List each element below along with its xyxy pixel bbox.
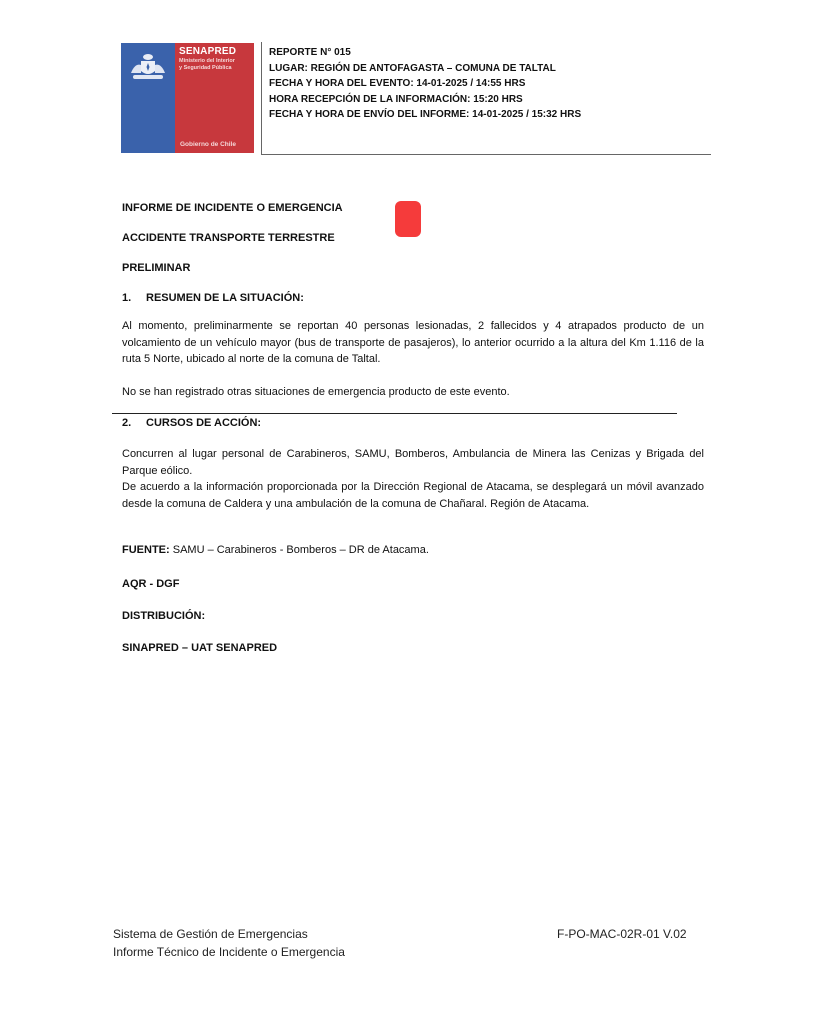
- section-separator: [112, 413, 677, 414]
- chile-coat-of-arms-icon: [127, 51, 169, 83]
- report-status: PRELIMINAR: [122, 262, 191, 274]
- footer-left: [113, 925, 345, 961]
- footer-system: Sistema de Gestión de Emergencias: [113, 927, 308, 941]
- distribution-label: DISTRIBUCIÓN:: [122, 610, 206, 622]
- section-1-heading: [122, 292, 304, 304]
- source-label: FUENTE:: [122, 544, 170, 556]
- author-code: AQR - DGF: [122, 578, 180, 590]
- header-box-left-border: [261, 42, 262, 155]
- section-2-paragraph-1: Concurren al lugar personal de Carabineros, SAMU, Bomberos, Ambulancia de Minera las Cenizas y Brigada del Parque eólico.: [122, 448, 704, 477]
- footer-form-code: F-PO-MAC-02R-01 V.02: [557, 927, 687, 941]
- logo-ministry-line2: y Seguridad Pública: [179, 65, 232, 71]
- logo-brand: SENAPRED: [179, 46, 237, 57]
- distribution-value: SINAPRED – UAT SENAPRED: [122, 642, 278, 654]
- section-2-heading: [122, 417, 261, 429]
- incident-title: ACCIDENTE TRANSPORTE TERRESTRE: [122, 232, 335, 244]
- reception-time: HORA RECEPCIÓN DE LA INFORMACIÓN: 15:20 HRS: [269, 93, 523, 105]
- report-number: REPORTE N° 015: [269, 47, 351, 58]
- section-1-title: RESUMEN DE LA SITUACIÓN:: [146, 292, 304, 304]
- senapred-logo: [121, 43, 254, 153]
- logo-ministry: [179, 58, 235, 72]
- logo-red-panel: [175, 43, 254, 153]
- status-indicator-red: [395, 201, 421, 237]
- section-2-title: CURSOS DE ACCIÓN:: [146, 417, 262, 429]
- footer-form-name: Informe Técnico de Incidente o Emergencia: [113, 945, 345, 959]
- header-box-bottom-border: [261, 154, 711, 155]
- section-2-number: 2.: [122, 417, 132, 429]
- send-datetime: FECHA Y HORA DE ENVÍO DEL INFORME: 14-01-2025 / 15:32 HRS: [269, 109, 582, 120]
- section-1-number: 1.: [122, 292, 132, 304]
- section-1-paragraph-1: Al momento, preliminarmente se reportan 40 personas lesionadas, 2 fallecidos y 4 atrapados producto de un volcamiento de un vehículo mayor (bus de transporte de pasajeros), lo anterior ocurrido a la altura del Km 1.116 de la ruta 5 Norte, ubicado al norte de la comuna de Taltal.: [122, 320, 704, 365]
- logo-government: Gobierno de Chile: [180, 141, 236, 148]
- document-type: INFORME DE INCIDENTE O EMERGENCIA: [122, 202, 343, 214]
- logo-ministry-line1: Ministerio del Interior: [179, 58, 235, 64]
- section-1-paragraph-2: No se han registrado otras situaciones de emergencia producto de este evento.: [122, 386, 510, 398]
- section-2-paragraph-2: De acuerdo a la información proporcionada por la Dirección Regional de Atacama, se desplegará un móvil avanzado desde la comuna de Caldera y una ambulación de la comuna de Chañaral. Región de Atacama.: [122, 481, 704, 510]
- source-value: SAMU – Carabineros - Bomberos – DR de Atacama.: [169, 544, 429, 556]
- source-line: [122, 544, 429, 556]
- report-header: [269, 45, 581, 123]
- event-datetime: FECHA Y HORA DEL EVENTO: 14-01-2025 / 14:55 HRS: [269, 78, 526, 89]
- report-location: LUGAR: REGIÓN DE ANTOFAGASTA – COMUNA DE TALTAL: [269, 62, 556, 74]
- logo-blue-panel: [121, 43, 175, 153]
